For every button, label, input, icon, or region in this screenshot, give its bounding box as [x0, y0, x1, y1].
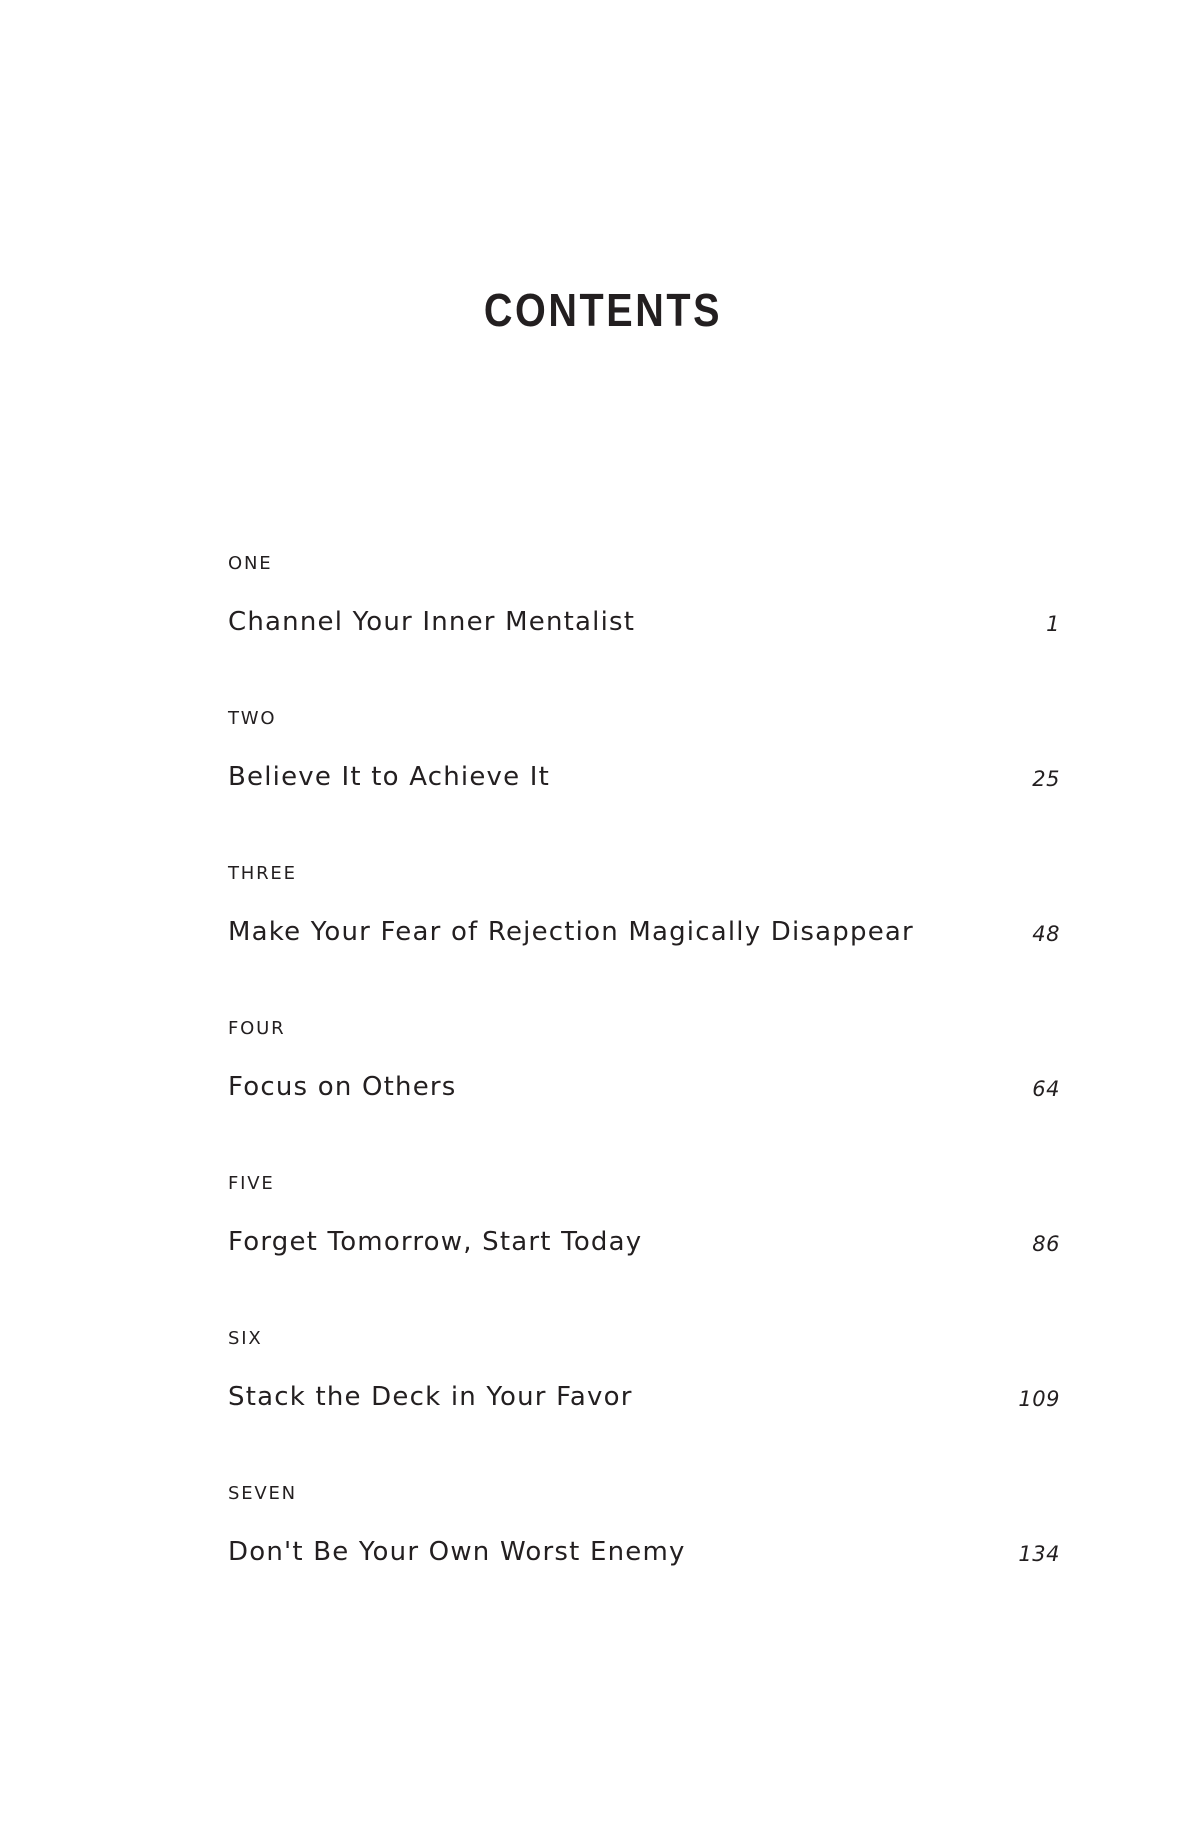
chapter-title: Believe It to Achieve It: [228, 762, 551, 792]
toc-entry-six[interactable]: [228, 1327, 1060, 1482]
toc-entry-two[interactable]: [228, 707, 1060, 862]
chapter-number: SEVEN: [228, 1483, 297, 1504]
page-number: 134: [1018, 1542, 1060, 1566]
chapter-number: FIVE: [228, 1173, 275, 1194]
chapter-number: TWO: [228, 708, 277, 729]
chapter-number: SIX: [228, 1328, 263, 1349]
chapter-title: Stack the Deck in Your Favor: [228, 1382, 633, 1412]
toc-entry-three[interactable]: [228, 862, 1060, 1017]
chapter-number: THREE: [228, 863, 297, 884]
toc-entry-one[interactable]: [228, 552, 1060, 707]
page-number: 64: [1032, 1077, 1060, 1101]
toc-entry-four[interactable]: [228, 1017, 1060, 1172]
page-number: 48: [1032, 922, 1060, 946]
page-number: 1: [1046, 612, 1060, 636]
page-number: 25: [1032, 767, 1060, 791]
page-number: 86: [1032, 1232, 1060, 1256]
toc-entry-five[interactable]: [228, 1172, 1060, 1327]
page-number: 109: [1018, 1387, 1060, 1411]
chapter-title: Don't Be Your Own Worst Enemy: [228, 1537, 686, 1567]
chapter-number: FOUR: [228, 1018, 286, 1039]
chapter-number: ONE: [228, 553, 273, 574]
page-title: CONTENTS: [483, 284, 723, 336]
chapter-title: Forget Tomorrow, Start Today: [228, 1227, 643, 1257]
toc-entry-seven[interactable]: [228, 1482, 1060, 1637]
table-of-contents: [228, 552, 1060, 1637]
chapter-title: Make Your Fear of Rejection Magically Disappear: [228, 917, 914, 947]
chapter-title: Channel Your Inner Mentalist: [228, 607, 636, 637]
chapter-title: Focus on Others: [228, 1072, 457, 1102]
